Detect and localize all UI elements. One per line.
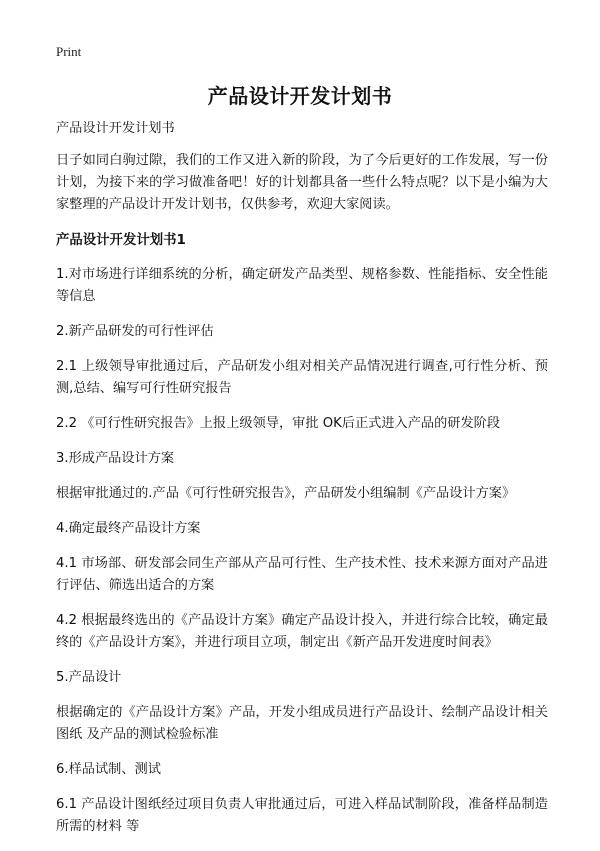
paragraph-4: 2.2 《可行性研究报告》上报上级领导，审批 OK后正式进入产品的研发阶段 [56,416,501,431]
section-heading: 产品设计开发计划书1 [56,233,186,248]
document-title: 产品设计开发计划书 [207,84,393,108]
paragraph-3: 2.1 上级领导审批通过后，产品研发小组对相关产品情况进行调查,可行性分析、预测,总结、编写可行性研究报告 [56,359,548,396]
paragraph-9: 4.2 根据最终选出的《产品设计方案》确定产品设计投入，并进行综合比较，确定最终的《产品设计方案》，并进行项目立项，制定出《新产品开发进度时间表》 [56,613,548,650]
print-link[interactable]: Print [56,44,82,59]
document-subtitle: 产品设计开发计划书 [56,121,175,136]
paragraph-1: 1.对市场进行详细系统的分析，确定研发产品类型、规格参数、性能指标、安全性能等信息 [56,267,548,304]
paragraph-6: 根据审批通过的.产品《可行性研究报告》，产品研发小组编制《产品设计方案》 [56,486,516,501]
paragraph-10: 5.产品设计 [56,670,122,685]
paragraph-7: 4.确定最终产品设计方案 [56,521,201,536]
paragraph-12: 6.样品试制、测试 [56,762,161,777]
paragraph-11: 根据确定的《产品设计方案》产品，开发小组成员进行产品设计、绘制产品设计相关图纸 及产品的测试检验标准 [56,705,548,742]
document-body [56,118,548,851]
paragraph-2: 2.新产品研发的可行性评估 [56,324,214,339]
paragraph-13: 6.1 产品设计图纸经过项目负责人审批通过后，可进入样品试制阶段，准备样品制造所需的材料 等 [56,797,548,834]
paragraph-5: 3.形成产品设计方案 [56,451,175,466]
intro-paragraph: 日子如同白驹过隙，我们的工作又进入新的阶段，为了今后更好的工作发展，写一份计划，为接下来的学习做准备吧！好的计划都具备一些什么特点呢？以下是小编为大家整理的产品设计开发计划书，仅供参考，欢迎大家阅读。 [56,153,548,212]
paragraph-8: 4.1 市场部、研发部会同生产部从产品可行性、生产技术性、技术来源方面对产品进行评估、筛选出适合的方案 [56,556,548,593]
